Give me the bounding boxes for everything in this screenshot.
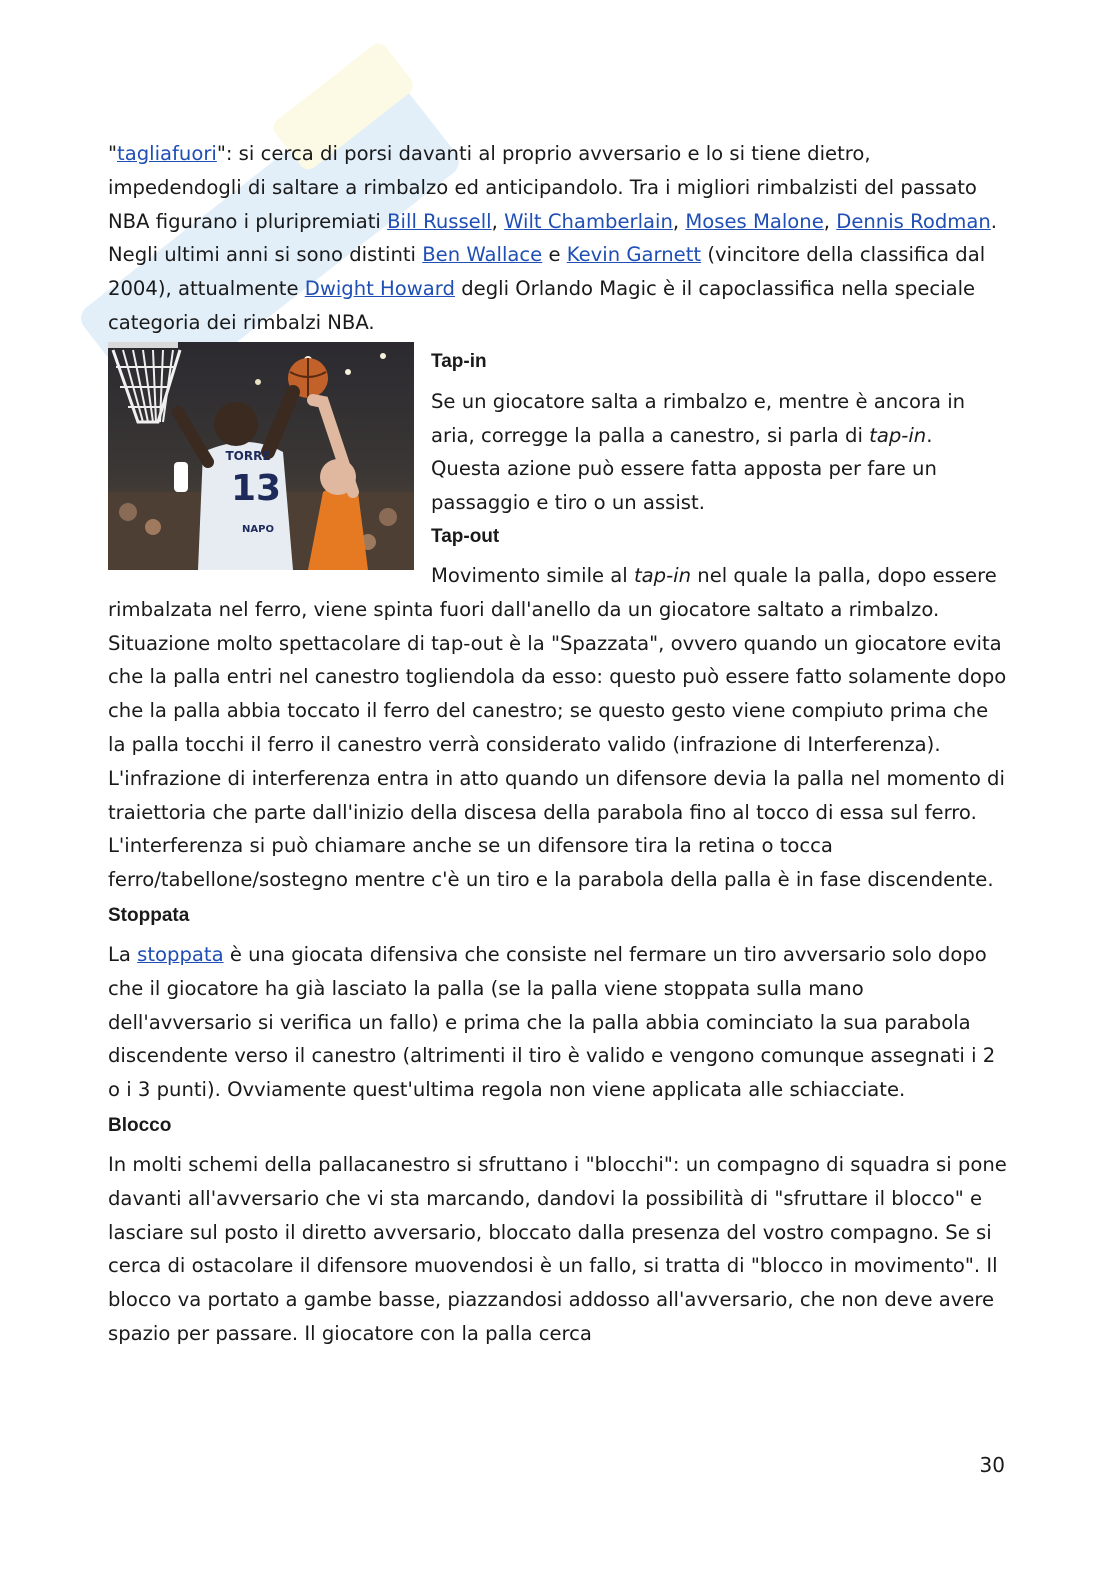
- document-page: [108, 137, 1008, 1351]
- link-stoppata[interactable]: stoppata: [137, 942, 224, 966]
- link-moses-malone[interactable]: Moses Malone: [685, 209, 824, 233]
- link-ben-wallace[interactable]: Ben Wallace: [422, 243, 543, 267]
- link-bill-russell[interactable]: Bill Russell: [387, 209, 492, 233]
- heading-stoppata: Stoppata: [108, 904, 190, 926]
- stoppata-paragraph: La stoppata è una giocata difensiva che consiste nel fermare un tiro avversario solo dopo che il giocatore ha già lasciato la palla (se la palla viene stoppata sulla mano dell'avversario si verifica un fallo) e prima che la palla abbia cominciato la sua parabola discendente verso il canestro (altrimenti il tiro è valido e vengono comunque assegnati i 2 o i 3 punti). Ovviamente quest'ultima regola non viene applicata alle schiacciate.: [108, 942, 996, 1102]
- heading-tap-in: Tap-in: [431, 350, 487, 372]
- link-dwight-howard[interactable]: Dwight Howard: [304, 277, 455, 301]
- basketball-photo: [108, 342, 414, 570]
- tap-in-paragraph: Se un giocatore salta a rimbalzo e, mentre è ancora in aria, corregge la palla a canestro, si parla di tap-in. Questa azione può essere fatta apposta per fare un passaggio e tiro o un assist.: [431, 389, 966, 515]
- blocco-paragraph: In molti schemi della pallacanestro si sfruttano i "blocchi": un compagno di squadra si pone davanti all'avversario che vi sta marcando, dandovi la possibilità di "sfruttare il blocco" e lasciare sul posto il diretto avversario, bloccato dalla presenza del vostro compagno. Se si cerca di ostacolare il difensore muovendosi è un fallo, si tratta di "blocco in movimento". Il blocco va portato a gambe basse, piazzandosi addosso all'avversario, che non deve avere spazio per passare. Il giocatore con la palla cerca: [108, 1152, 1007, 1345]
- link-tagliafuori[interactable]: tagliafuori: [117, 142, 217, 165]
- link-dennis-rodman[interactable]: Dennis Rodman: [836, 209, 991, 233]
- jersey-number: 13: [230, 467, 282, 509]
- rebounding-paragraph: "tagliafuori": si cerca di porsi davanti al proprio avversario e lo si tiene dietro, impedendogli di saltare a rimbalzo ed anticipandolo. Tra i migliori rimbalzisti del passato NBA figurano i pluripremiati Bill Russell, Wilt Chamberlain, Moses Malone, Dennis Rodman. Negli ultimi anni si sono distinti Ben Wallace e Kevin Garnett (vincitore della classifica dal 2004), attualmente Dwight Howard degli Orlando Magic è il capoclassifica nella speciale categoria dei rimbalzi NBA.: [108, 142, 998, 334]
- tap-out-paragraph: Movimento simile al tap-in nel quale la palla, dopo essere rimbalzata nel ferro, viene spinta fuori dall'anello da un giocatore saltato a rimbalzo. Situazione molto spettacolare di tap-out è la "Spazzata", ovvero quando un giocatore evita che la palla entri nel canestro togliendola da esso: questo può essere fatto solamente dopo che la palla abbia toccato il ferro del canestro; se questo gesto viene compiuto prima che la palla tocchi il ferro il canestro verrà considerato valido (infrazione di Interferenza). L'infrazione di interferenza entra in atto quando un difensore devia la palla nel momento di traiettoria che parte dall'inizio della discesa della parabola fino al tocco di essa sul ferro. L'interferenza si può chiamare anche se un difensore tira la retina o tocca ferro/tabellone/sostegno mentre c'è un tiro e la parabola della palla è in fase discendente.: [108, 563, 1007, 892]
- link-kevin-garnett[interactable]: Kevin Garnett: [566, 243, 702, 267]
- link-wilt-chamberlain[interactable]: Wilt Chamberlain: [504, 209, 673, 233]
- page-number: 30: [979, 1453, 1005, 1477]
- jersey-name: TORRE: [225, 448, 271, 463]
- shorts-text: NAPO: [242, 523, 274, 535]
- heading-tap-out: Tap-out: [431, 525, 500, 547]
- heading-blocco: Blocco: [108, 1114, 172, 1136]
